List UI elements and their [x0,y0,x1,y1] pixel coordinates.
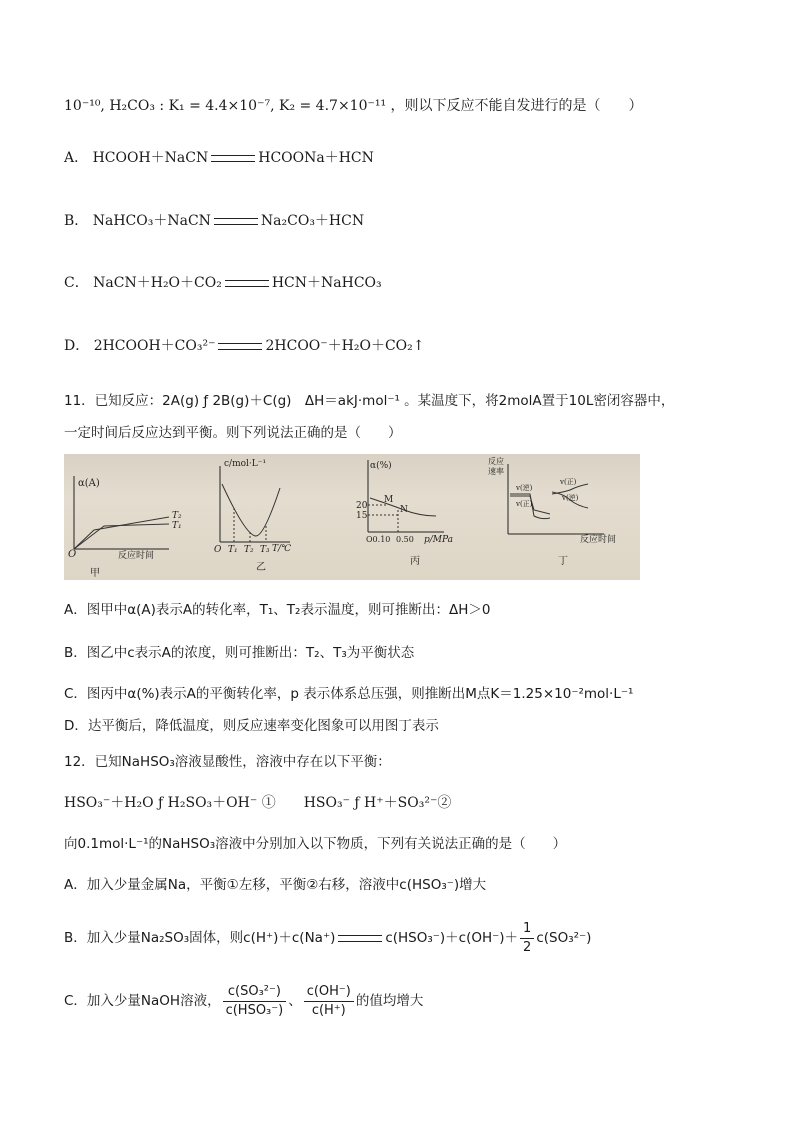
option-label: C． [64,275,89,291]
reactants: 2HCOOH＋CO₃²⁻ [93,338,216,354]
fraction-denominator: 2 [523,939,532,955]
graph-yi [214,459,292,573]
q11-stem-line2: 一定时间后反应达到平衡。则下列说法正确的是（ ） [64,425,402,441]
bing-xtick-010: O0.10 [366,535,391,544]
bing-point-n: N [400,505,408,515]
ding-label-1: v(逆) [516,484,533,492]
q10-option-d [64,336,425,356]
q12-stem: 12．已知NaHSO₃溶液显酸性，溶液中存在以下平衡： [64,754,391,770]
separator: 、 [288,993,302,1009]
yi-tick-t1: T₁ [228,545,238,555]
yi-tick-t3: T₃ [260,545,270,555]
reactants: HCOOH＋NaCN [92,150,209,166]
fraction-numerator: 1 [520,920,534,939]
ratio-sulfite-bisulfite [223,983,287,1020]
yi-origin: O [214,545,222,555]
q12-option-b [64,920,591,956]
products: Na₂CO₃＋HCN [260,213,365,229]
q12-option-a: A．加入少量金属Na，平衡①左移，平衡②右移，溶液中c(HSO₃⁻)增大 [64,877,487,893]
ding-xlabel: 反应时间 [580,535,617,545]
equals-sign [225,280,269,287]
q12-stem-2: 向0.1mol·L⁻¹的NaHSO₃溶液中分别加入以下物质，下列有关说法正确的是（ ） [64,836,567,852]
reactants: NaHCO₃＋NaCN [92,213,211,229]
q11-option-d: D．达平衡后，降低温度，则反应速率变化图象可以用图丁表示 [64,718,439,734]
option-c-pre: C．加入少量NaOH溶液， [64,993,221,1009]
bing-ytick-20: 20 [356,501,368,511]
jia-xlabel: 反应时间 [118,551,155,561]
ding-ylabel-1: 反应 [488,457,504,466]
fraction-numerator: c(SO₃²⁻) [223,983,287,1002]
option-label: A． [64,150,89,166]
fraction-denominator: c(H⁺) [311,1002,346,1018]
ding-ylabel-2: 速率 [488,467,504,476]
yi-caption: 乙 [256,562,266,573]
jia-curve-t2: T₂ [172,511,182,521]
q11-stem-line1: 11．已知反应：2A(g) ƒ 2B(g)＋C(g) ΔH＝akJ·mol⁻¹ 。某温度下，将2molA置于10L密闭容器中， [64,393,675,409]
ding-caption: 丁 [558,556,568,567]
equals-sign [218,343,262,350]
jia-ylabel: α(A) [78,478,100,489]
equals-sign [211,155,255,162]
jia-curve-t1: T₁ [172,521,182,531]
equals-sign [338,935,382,942]
reactants: NaCN＋H₂O＋CO₂ [93,275,222,291]
q10-option-c [64,273,382,293]
ratio-hydroxide-hydrogen [304,983,354,1020]
option-label: D． [64,338,90,354]
bing-ylabel: α(%) [370,461,392,471]
bing-point-m: M [384,495,394,505]
jia-origin: O [68,549,77,560]
products: HCN＋NaHCO₃ [271,275,382,291]
option-label: B． [64,213,89,229]
q11-option-b: B．图乙中c表示A的浓度，则可推断出：T₂、T₃为平衡状态 [64,645,415,661]
q11-figure-photo [64,454,640,580]
bing-xtick-050: 0.50 [396,535,414,544]
equals-sign [214,218,258,225]
yi-tick-t2: T₂ [244,545,254,555]
ding-label-2: v(正) [516,500,533,508]
q10-option-a [64,148,374,168]
bing-caption: 丙 [410,556,420,567]
q10-option-b [64,211,364,231]
half-fraction [520,920,534,957]
graph-bing [356,460,453,567]
q12-option-c [64,974,423,1028]
yi-xlabel: T/℃ [272,544,292,554]
fraction-denominator: c(HSO₃⁻) [225,1002,284,1018]
option-b-tail: c(SO₃²⁻) [536,930,592,946]
ding-label-4: v(逆) [562,494,579,502]
q12-equilibria: HSO₃⁻＋H₂O ƒ H₂SO₃＋OH⁻ ① HSO₃⁻ ƒ H⁺＋SO₃²⁻② [64,795,452,811]
fraction-numerator: c(OH⁻) [304,983,354,1002]
option-b-lhs: B．加入少量Na₂SO₃固体，则c(H⁺)＋c(Na⁺) [64,930,336,946]
graph-ding [488,456,616,567]
ding-label-3: v(正) [560,478,577,486]
option-b-rhs: c(HSO₃⁻)＋c(OH⁻)＋ [385,930,519,946]
products: 2HCOO⁻＋H₂O＋CO₂↑ [265,338,425,354]
q11-option-a: A．图甲中α(A)表示A的转化率，T₁、T₂表示温度，则可推断出：ΔH＞0 [64,602,491,618]
option-c-post: 的值均增大 [355,993,424,1009]
jia-caption: 甲 [90,568,100,579]
yi-ylabel: c/mol·L⁻¹ [224,459,267,469]
bing-ytick-15: 15 [356,511,368,521]
q10-stem: 10⁻¹⁰, H₂CO₃ : K₁ = 4.4×10⁻⁷, K₂ = 4.7×10⁻¹¹ ，则以下反应不能自发进行的是（ ） [64,98,643,114]
bing-xlabel: p/MPa [424,535,454,545]
products: HCOONa＋HCN [258,150,374,166]
q11-option-c: C．图丙中α(%)表示A的平衡转化率，p 表示体系总压强，则推断出M点K＝1.25×10⁻²mol·L⁻¹ [64,686,634,702]
graph-jia [68,476,182,579]
